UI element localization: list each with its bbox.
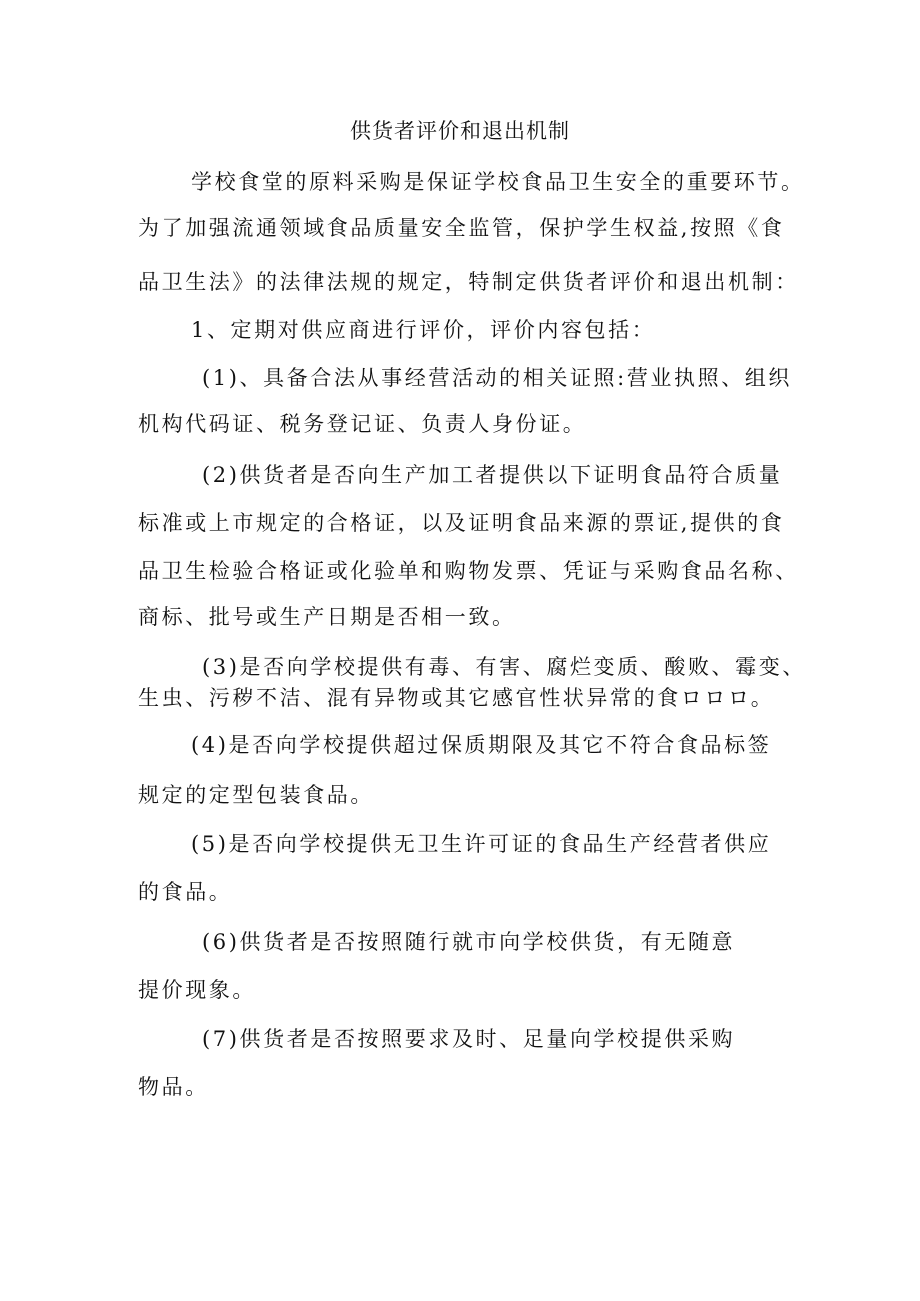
section-heading: 1、定期对供应商进行评价，评价内容包括： [191,318,656,342]
list-item-line: (6)供货者是否按照随行就市向学校供货，有无随意 [202,930,736,954]
document-title: 供货者评价和退出机制 [350,119,570,143]
list-item-line: (4)是否向学校提供超过保质期限及其它不符合食品标签 [191,733,772,757]
list-item-line: 机构代码证、税务登记证、负责人身份证。 [138,412,587,436]
list-item-line: 提价现象。 [138,978,256,1002]
list-item-line: (3)是否向学校提供有毒、有害、腐烂变质、酸败、霉变、 [202,655,806,679]
list-item-line: 商标、批号或生产日期是否相一致。 [138,605,516,629]
list-item-line: (5)是否向学校提供无卫生许可证的食品生产经营者供应 [191,832,772,856]
list-item-line: 生虫、污秽不洁、混有异物或其它感官性状异常的食ロロロ。 [138,686,775,710]
list-item-line: 的食品。 [138,880,233,904]
list-item-line: 物品。 [138,1075,209,1099]
list-item-line: 标准或上市规定的合格证，以及证明食品来源的票证,提供的食 [138,511,785,535]
list-item-line: 规定的定型包装食品。 [138,783,374,807]
list-item-line: (1)、具备合法从事经营活动的相关证照:营业执照、组织 [202,366,793,390]
paragraph-line: 为了加强流通领域食品质量安全监管，保护学生权益,按照《食 [138,216,785,240]
list-item-line: (7)供货者是否按照要求及时、足量向学校提供采购 [202,1027,736,1051]
paragraph-line: 品卫生法》的法律法规的规定，特制定供货者评价和退出机制： [138,270,799,294]
paragraph-line: 学校食堂的原料采购是保证学校食品卫生安全的重要环节。 [191,170,805,194]
list-item-line: (2)供货者是否向生产加工者提供以下证明食品符合质量 [202,463,783,487]
list-item-line: 品卫生检验合格证或化验单和购物发票、凭证与采购食品名称、 [138,559,799,583]
